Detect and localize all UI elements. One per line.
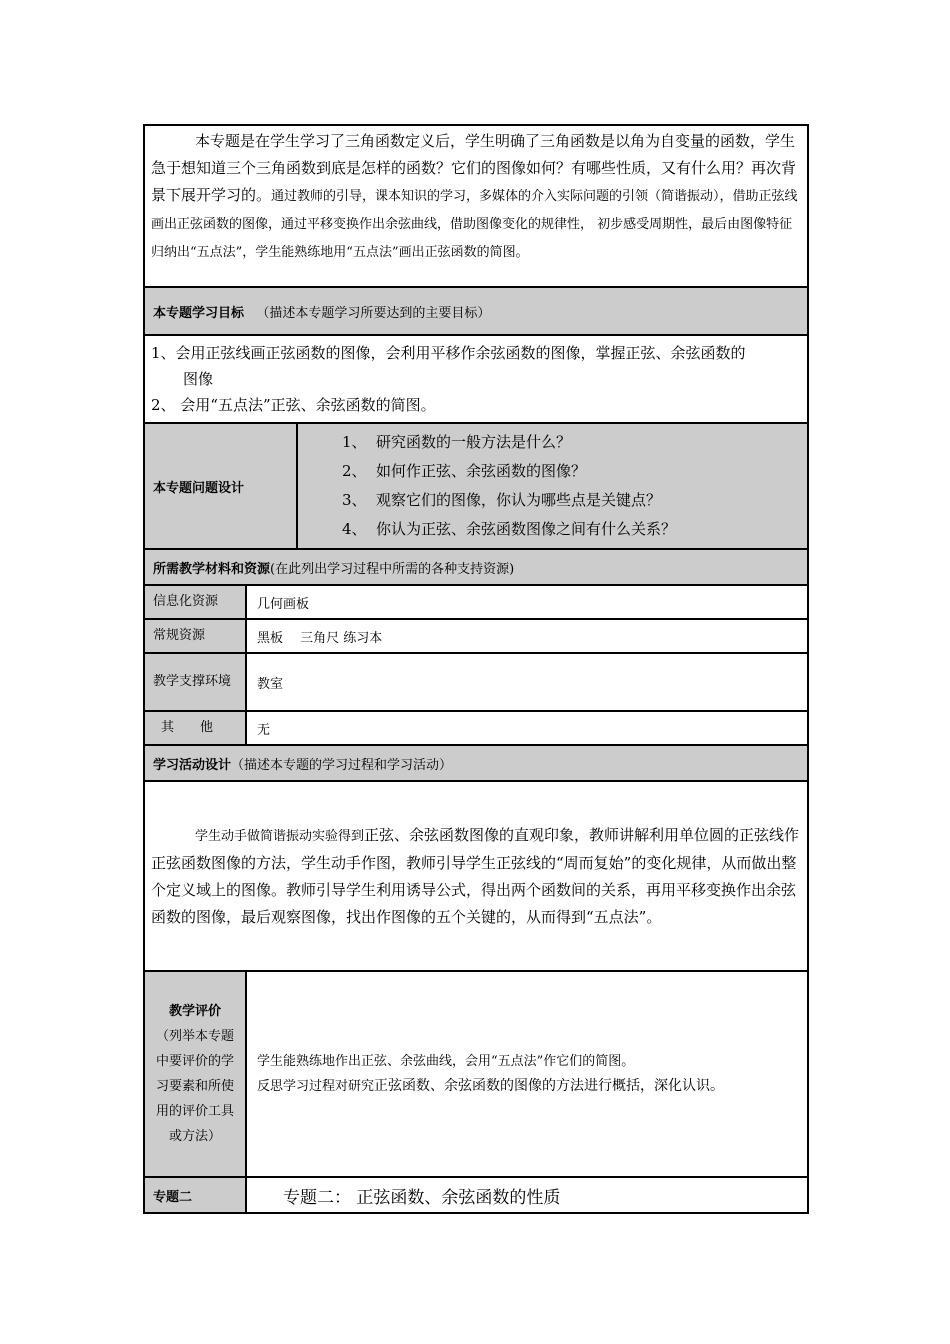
resources-note: (在此列出学习过程中所需的各种支持资源) bbox=[270, 561, 515, 577]
lesson-plan-table bbox=[143, 124, 809, 1214]
goals-row bbox=[144, 335, 808, 423]
topic2-row bbox=[144, 1177, 808, 1213]
resources-header bbox=[144, 549, 808, 585]
resource-row bbox=[144, 653, 808, 711]
resource-row bbox=[144, 585, 808, 619]
resource-value: 教室 bbox=[246, 653, 808, 711]
activity-lead: 学生动手做简谐振动实验得到 bbox=[195, 828, 365, 844]
goals-header-row bbox=[144, 287, 808, 335]
resource-value: 无 bbox=[246, 711, 808, 745]
topic2-label: 专题二 bbox=[144, 1177, 246, 1213]
activity-header bbox=[144, 745, 808, 781]
questions-row bbox=[144, 423, 808, 549]
intro-cell bbox=[144, 125, 808, 287]
activity-note: （描述本专题的学习过程和学习活动） bbox=[231, 757, 453, 773]
evaluation-row bbox=[144, 971, 808, 1177]
resource-label: 其 他 bbox=[144, 711, 246, 745]
intro-row bbox=[144, 125, 808, 287]
intro-text-small: 通过教师的引导，课本知识的学习，多媒体的介入实际问题的引领（简谐振动），借助正弦线画出正弦函数的图像，通过平移变换作出余弦曲线，借助图像变化的规律性， 初步感受周期性，最后由图像特征归纳出“五点法”，学生能熟练地用“五点法”画出正弦函数 bbox=[151, 189, 798, 260]
evaluation-label-cell bbox=[144, 971, 246, 1177]
evaluation-line-2: 反思学习过程对研究正弦函数、余弦函数的图像的方法进行概括，深化认识。 bbox=[257, 1078, 725, 1094]
activity-label: 学习活动设计 bbox=[153, 757, 232, 773]
resource-row bbox=[144, 619, 808, 653]
lesson-plan-sheet bbox=[143, 124, 807, 1214]
resource-row bbox=[144, 711, 808, 745]
activity-cell bbox=[144, 781, 808, 971]
resource-label: 信息化资源 bbox=[144, 585, 246, 619]
activity-text: 正弦、余弦函数图像的直观印象，教师讲解利用单位圆的正弦线作正弦函数图像的方法，学生动手作图，教师引导学生正弦线的“周而复始”的变化规律，从而做出整个定义域上的图像。教师引导学生利用诱导公式，得出两个函数间的关系，再用平移变换作出余弦函数的图像，最后观察图像，找出作图像的五个关键的，从而得到“五点法”。 bbox=[151, 825, 800, 926]
intro-text-end: 的简图。 bbox=[476, 245, 529, 260]
evaluation-note: （列举本专题中要评价的学习要素和所使用的评价工具或方法） bbox=[155, 1029, 234, 1144]
resource-value: 几何画板 bbox=[246, 585, 808, 619]
resource-label: 常规资源 bbox=[144, 619, 246, 653]
activity-row bbox=[144, 781, 808, 971]
resources-label: 所需教学材料和资源 bbox=[153, 561, 271, 577]
evaluation-content bbox=[246, 971, 808, 1177]
goals-cell bbox=[144, 335, 808, 423]
goals-note: （描述本专题学习所要达到的主要目标） bbox=[256, 305, 491, 321]
goal-item-2: 2、 会用“五点法”正弦、余弦函数的简图。 bbox=[151, 396, 436, 414]
questions-label: 本专题问题设计 bbox=[144, 423, 297, 549]
question-item: 4、 你认为正弦、余弦函数图像之间有什么关系？ bbox=[342, 520, 677, 538]
question-item: 2、 如何作正弦、余弦函数的图像？ bbox=[342, 462, 587, 480]
evaluation-line-1: 学生能熟练地作出正弦、余弦曲线，会用“五点法”作它们的简图。 bbox=[257, 1054, 635, 1069]
topic2-title: 专题二： 正弦函数、余弦函数的性质 bbox=[246, 1177, 808, 1213]
intro-text: 本专题是在学生学习了三角函数定义后，学生明确了三角函数是以角为自变量的函数，学生急于想知道三个三角函数到底是怎样的函数？它们的图像如何？有哪些性质，又有什么用？再次背景下展开学习的。 bbox=[151, 132, 797, 204]
question-item: 3、 观察它们的图像，你认为哪些点是关键点？ bbox=[342, 491, 662, 509]
question-item: 1、 研究函数的一般方法是什么？ bbox=[342, 433, 572, 451]
goal-item-1: 1、会用正弦线画正弦函数的图像，会利用平移作余弦函数的图像，掌握正弦、余弦函数的 bbox=[151, 344, 746, 362]
goal-item-1-cont: 图像 bbox=[183, 370, 214, 388]
questions-list bbox=[297, 423, 808, 549]
resource-value: 黑板 三角尺 练习本 bbox=[246, 619, 808, 653]
goals-header bbox=[144, 287, 808, 335]
activity-header-row bbox=[144, 745, 808, 781]
evaluation-label: 教学评价 bbox=[168, 1004, 221, 1019]
resource-label: 教学支撑环境 bbox=[144, 653, 246, 711]
resources-header-row bbox=[144, 549, 808, 585]
goals-label: 本专题学习目标 bbox=[153, 305, 245, 321]
